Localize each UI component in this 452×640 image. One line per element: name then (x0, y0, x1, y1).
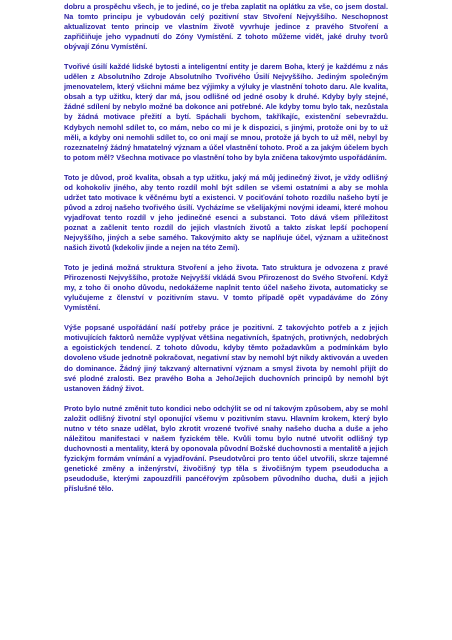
paragraph-6: Proto bylo nutné změnit tuto kondici nebo odchýlit se od ní takovým způsobem, aby se mohl založit odlišný životní styl oponující všemu v pozitivním stavu. Hlavním krokem, který bylo nutno v této snaze udělat, bylo zkrotit vrozené tvořivé snahy našeho ducha a duše a jeho náležitou manifestaci v našem fyzickém těle. Kvůli tomu bylo nutné utvořit odlišný typ duchovnosti a mentality, která by oponovala původní Božské duchovnosti a mentalitě a jejich fyzickým formám vnímání a vyjadřování. Pseudotvůrci pro tento účel utvořili, skrze tajemné genetické změny a inženýrství, živočišný typ těla s živočišným typem pseudoducha a pseudoduše, kterými zapouzdřili pancéřovým způsobem původního ducha, duši a jejich příslušné tělo. (64, 403, 388, 494)
paragraph-2: Tvořivé úsilí každé lidské bytosti a inteligentní entity je darem Boha, který je každému z nás udělen z Absolutního Zdroje Absolutního Tvořivého Úsilí Nejvyššího. Jediným společným jmenovatelem, který všichni máme bez výjimky a výluky je vlastnění tohoto daru. Ale kvalita, obsah a typ užitku, který dar má, jsou odlišné od jedné osoby k druhé. Kdyby byly stejné, žádné sdílení by nebylo možné ba dokonce ani potřebné. Ale kdyby tomu bylo tak, nezůstala by žádná motivace přežití a bytí. Spáchali bychom, takříkajíc, existenční sebevraždu. Kdybych nemohl sdílet to, co mám, nebo co mi je k dispozici, s jinými, protože oni by to už měli, a kdyby oni nemohli sdílet to, co oni mají se mnou, protože já bych to už měl, nebyl by rozeznatelný žádný hmatatelný význam a účel vlastnění tohoto. Proč a za jakým účelem bych to potom měl? Všechna motivace po vlastnění toho by byla zničena takovýmto uspořádáním. (64, 62, 388, 162)
paragraph-4: Toto je jediná možná struktura Stvoření a jeho života. Tato struktura je odvozena z pravé Přirozenosti Nejvyššího, protože Nejvyšší vkládá Svou Přirozenost do Svého Stvoření. Když my, z toho či onoho důvodu, nedokážeme naplnit tento účel našeho života, automaticky se vylučujeme z členství v pozitivním stavu. V tomto případě opět vypadáváme do Zóny Vymístění. (64, 263, 388, 313)
paragraph-5: Výše popsané uspořádání naší potřeby práce je pozitivní. Z takovýchto potřeb a z jejich motivujících faktorů nemůže vyplývat většina negativních, špatných, protivných, nedobrých a egoistických tendencí. Z tohoto důvodu, kdyby těmto požadavkům a podmínkám bylo dovoleno všude jednotně pokračovat, negativní stav by nemohl být nikdy aktivován a uveden do dominance. Žádný jiný takzvaný alternativní význam a smysl života by nemohl přijít do své plodné zralosti. Bez pravého Boha a Jeho/Jejich duchovních principů by nemohl být ustanoven žádný život. (64, 323, 388, 393)
paragraph-spacer (64, 253, 388, 263)
paragraph-3: Toto je důvod, proč kvalita, obsah a typ užitku, jaký má můj jedinečný život, je vždy odlišný od kohokoliv jiného, aby tento rozdíl mohl být sdílen se všemi ostatními a aby se mohla udržet tato motivace k věčnému bytí a existenci. V pociťování tohoto rozdílu našeho bytí je původ a zdroj našeho tvořivého úsilí. Vycházíme se všelijakými novými ideami, které mohou vyjadřovat tento rozdíl v jeho jedinečné esenci a substanci. Toto dává všem příležitost poznat a začlenit tento rozdíl do jejich vlastních životů a takto získat lepší pochopení Nejvyššího, jiných a sebe samého. Takovýmito akty se naplňuje účel, význam a užitečnost našich životů (kdekoliv jinde a nejen na této Zemi). (64, 172, 388, 253)
paragraph-spacer (64, 163, 388, 173)
paragraph-spacer (64, 313, 388, 323)
paragraph-spacer (64, 52, 388, 62)
paragraph-1: dobru a prospěchu všech, je to jediné, co je třeba zaplatit na oplátku za vše, co jsem dostal. Na tomto principu je vybudován celý pozitivní stav Stvoření Nejvyššího. Neschopnost aktualizovat tento princip ve vlastním životě vyvrhuje jedince z pravého Stvoření a zapřičiňuje jeho vypadnutí do Zóny Vymístění. Z tohoto můžeme vidět, jaké druhy tvorů obývají Zónu Vymístění. (64, 2, 388, 52)
paragraph-spacer (64, 394, 388, 404)
